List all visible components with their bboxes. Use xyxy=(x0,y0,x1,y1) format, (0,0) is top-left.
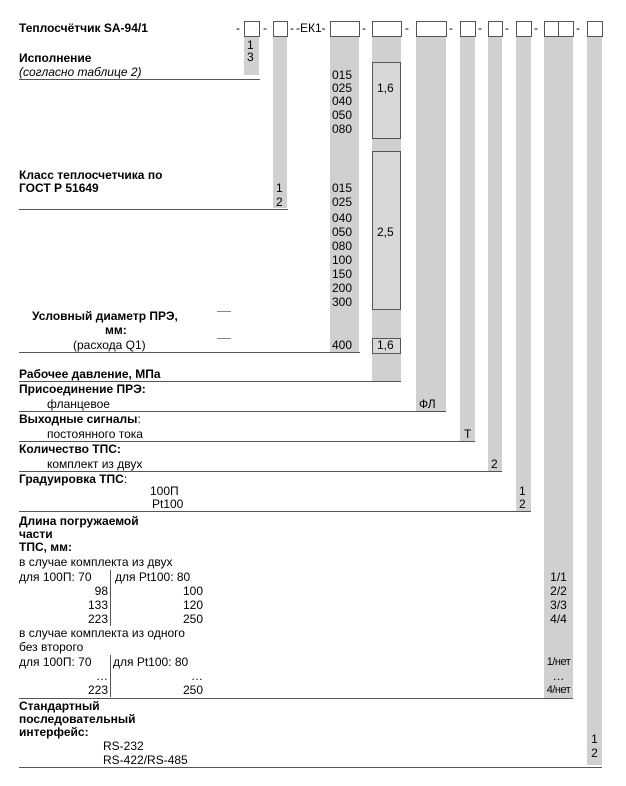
code-box-klass[interactable] xyxy=(273,21,288,37)
column-connection xyxy=(416,37,446,411)
diameter-value: 050 xyxy=(332,108,353,122)
length-col1-value: 223 xyxy=(87,612,108,626)
length-ellipsis: … xyxy=(96,669,108,683)
divider xyxy=(19,79,260,80)
dash-mark xyxy=(217,311,231,312)
column-tps-count xyxy=(488,37,502,471)
pressure-group-box-1 xyxy=(372,62,401,139)
length-col2-value: 100 xyxy=(182,584,203,598)
tps-count-title: Количество ТПС: xyxy=(19,442,121,456)
length-code: 2/2 xyxy=(550,584,567,598)
column-signals xyxy=(460,37,475,441)
code-box-diameter[interactable] xyxy=(330,21,360,37)
length-s-col2-value: 250 xyxy=(182,683,203,697)
code-box-tps-count[interactable] xyxy=(488,21,503,37)
code-box-graduation[interactable] xyxy=(516,21,532,37)
separator: - xyxy=(505,21,509,35)
length-s-col2-head: для Pt100: 80 xyxy=(113,655,189,669)
pressure-value: 1,6 xyxy=(377,338,394,352)
signals-title: Выходные сигналы xyxy=(19,412,138,426)
divider xyxy=(19,698,573,699)
connection-title: Присоединение ПРЭ: xyxy=(19,382,146,396)
separator: - xyxy=(236,21,240,35)
length-s-col1-head: для 100П: 70 xyxy=(19,655,92,669)
length-code: 1/нет xyxy=(546,656,571,668)
diameter-value: 200 xyxy=(332,281,353,295)
graduation-title-row xyxy=(19,473,127,485)
interface-title: последовательный xyxy=(19,712,136,726)
interface-code: 2 xyxy=(591,746,598,760)
diameter-value: 015 xyxy=(332,68,353,82)
length-single-note: без второго xyxy=(19,640,84,654)
graduation-title-suffix: : xyxy=(123,472,128,486)
length-code: 4/нет xyxy=(546,684,571,696)
length-col1-head: для 100П: 70 xyxy=(19,570,92,584)
divider xyxy=(19,352,360,353)
diameter-value: 040 xyxy=(332,94,353,108)
pressure-value: 1,6 xyxy=(377,81,394,95)
length-title: ТПС, мм: xyxy=(19,540,73,554)
signals-title-suffix: : xyxy=(137,412,141,426)
separator: - xyxy=(478,21,482,35)
diameter-value: 300 xyxy=(332,295,353,309)
interface-title: интерфейс: xyxy=(19,725,89,739)
diameter-value: 100 xyxy=(332,253,353,267)
tps-count-code: 2 xyxy=(491,457,498,471)
length-s-col1-value: 223 xyxy=(87,683,108,697)
length-col1-value: 133 xyxy=(87,598,108,612)
length-pair-note: в случае комплекта из двух xyxy=(19,555,173,569)
klass-title: ГОСТ Р 51649 xyxy=(19,181,99,195)
separator: - xyxy=(576,21,580,35)
separator: - xyxy=(534,21,538,35)
divider xyxy=(19,511,531,512)
diameter-title: мм: xyxy=(105,323,127,337)
separator: - xyxy=(362,21,366,35)
code-box-signals[interactable] xyxy=(460,21,476,37)
length-title: части xyxy=(19,527,53,541)
ispolnenie-subtitle: (согласно таблице 2) xyxy=(19,65,142,79)
code-box-interface[interactable] xyxy=(587,21,603,37)
separator: - xyxy=(405,21,409,35)
divider xyxy=(19,767,602,768)
klass-option: 1 xyxy=(276,181,283,195)
length-col2-value: 120 xyxy=(182,598,203,612)
diameter-value: 040 xyxy=(332,211,353,225)
signals-code: Т xyxy=(464,427,472,441)
klass-title: Класс теплосчетчика по xyxy=(19,168,163,182)
separator: - xyxy=(263,21,267,35)
ispolnenie-option: 1 xyxy=(247,38,254,52)
length-ellipsis: … xyxy=(191,669,203,683)
graduation-title: Градуировка ТПС xyxy=(19,472,124,486)
pressure-value: 2,5 xyxy=(377,225,394,239)
diameter-value: 025 xyxy=(332,81,353,95)
ispolnenie-title: Исполнение xyxy=(19,51,92,65)
diameter-value: 400 xyxy=(332,338,353,352)
diameter-note: (расхода Q1) xyxy=(73,338,146,352)
diameter-value: 025 xyxy=(332,195,353,209)
length-col2-value: 250 xyxy=(182,612,203,626)
interface-option: RS-232 xyxy=(103,739,144,753)
column-divider xyxy=(110,655,111,697)
length-col2-head: для Pt100: 80 xyxy=(115,570,191,584)
diameter-value: 080 xyxy=(332,239,353,253)
tps-count-option: комплект из двух xyxy=(47,457,143,471)
divider xyxy=(19,209,288,210)
length-col1-value: 98 xyxy=(94,584,108,598)
ispolnenie-option: 3 xyxy=(247,50,254,64)
separator: - xyxy=(290,21,294,35)
length-single-note: в случае комплекта из одного xyxy=(19,626,185,640)
diameter-value: 050 xyxy=(332,225,353,239)
signals-title-row xyxy=(19,413,141,425)
code-box-pressure[interactable] xyxy=(372,21,402,37)
length-code: 3/3 xyxy=(550,598,567,612)
length-title: Длина погружаемой xyxy=(19,514,139,528)
diameter-title: Условный диаметр ПРЭ, xyxy=(32,309,178,323)
column-interface xyxy=(587,37,602,765)
column-graduation xyxy=(516,37,531,511)
diameter-value: 015 xyxy=(332,181,353,195)
graduation-code: 2 xyxy=(519,497,526,511)
connection-option: фланцевое xyxy=(47,397,110,411)
graduation-option: Pt100 xyxy=(152,497,184,511)
signals-option: постоянного тока xyxy=(47,427,143,441)
diameter-value: 150 xyxy=(332,267,353,281)
code-box-length-2[interactable] xyxy=(558,21,574,37)
dash-mark xyxy=(217,338,231,339)
length-code: … xyxy=(552,669,565,683)
length-code: 1/1 xyxy=(550,570,567,584)
graduation-option: 100П xyxy=(150,484,179,498)
klass-option: 2 xyxy=(276,195,283,209)
code-box-ispolnenie[interactable] xyxy=(244,21,260,37)
separator: - xyxy=(449,21,453,35)
interface-title: Стандартный xyxy=(19,699,100,713)
interface-code: 1 xyxy=(591,732,598,746)
graduation-code: 1 xyxy=(519,484,526,498)
diameter-value: 080 xyxy=(332,122,353,136)
length-code: 4/4 xyxy=(550,612,567,626)
header-title: Теплосчётчик SA-94/1 xyxy=(19,21,148,35)
code-box-connection[interactable] xyxy=(416,21,447,37)
interface-option: RS-422/RS-485 xyxy=(103,753,188,767)
connection-code: ФЛ xyxy=(419,397,436,411)
pressure-title: Рабочее давление, МПа xyxy=(19,367,161,381)
column-divider xyxy=(110,570,111,626)
ek-label: -ЕК1- xyxy=(296,21,326,35)
